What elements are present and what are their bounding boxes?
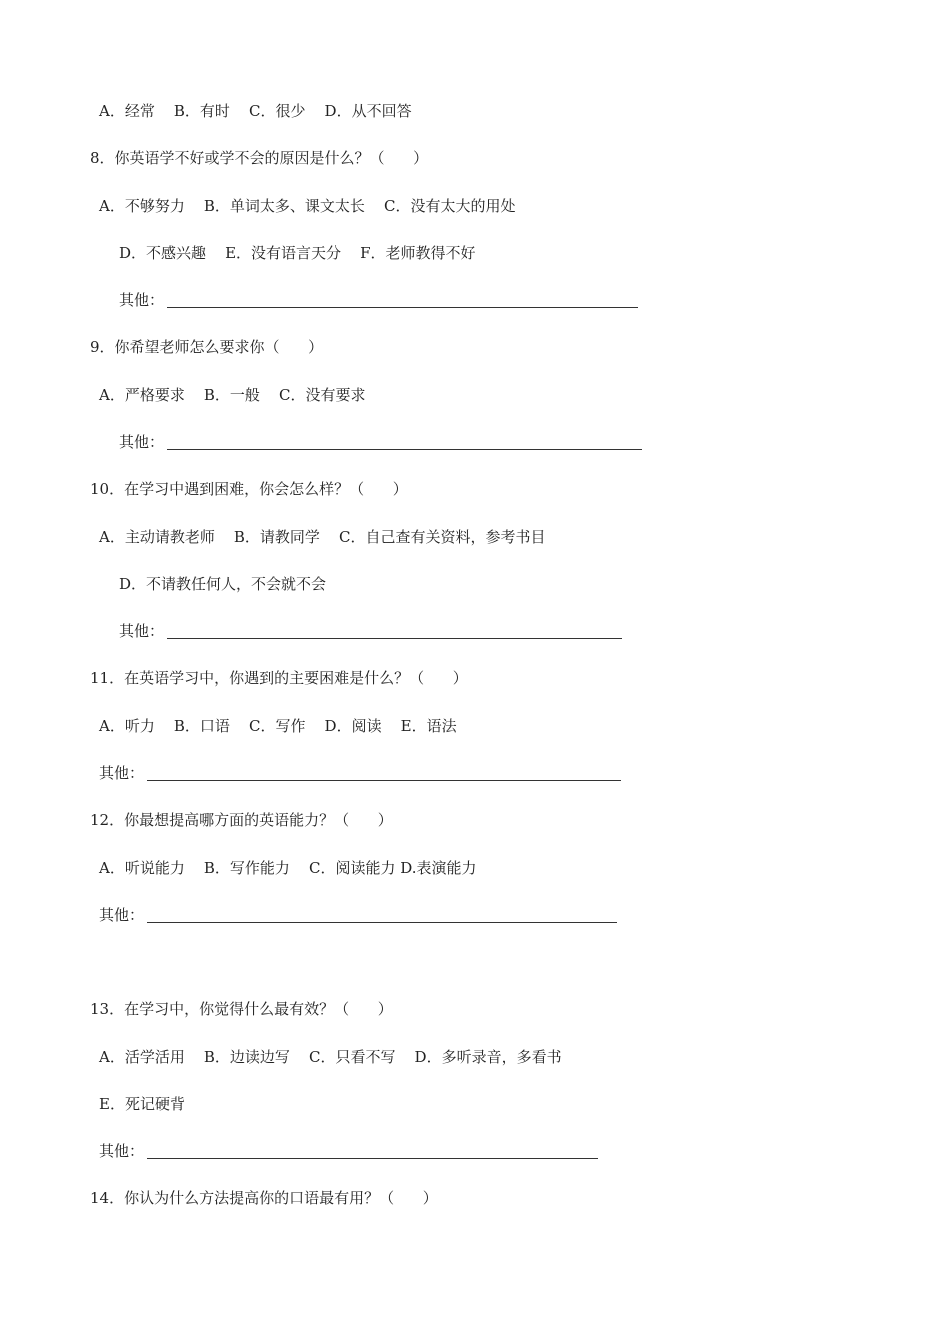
q12-other-label: 其他： [99,906,145,924]
q12-other-blank[interactable] [147,922,617,923]
q8-other-blank[interactable] [167,307,638,308]
q13-options-row1: A．活学活用 B．边读边写 C．只看不写 D．多听录音，多看书 [99,1048,562,1066]
q9-other-label: 其他： [119,433,165,451]
q10-other-label: 其他： [119,622,165,640]
q10-options-row2: D．不请教任何人，不会就不会 [119,575,327,593]
q8-options-row1: A．不够努力 B．单词太多、课文太长 C．没有太大的用处 [99,197,516,215]
q8-question: 8．你英语学不好或学不会的原因是什么？（ ） [90,149,429,167]
q9-options: A．严格要求 B．一般 C．没有要求 [99,386,366,404]
q13-question: 13．在学习中，你觉得什么最有效？（ ） [90,1000,393,1018]
q10-options-row1: A．主动请教老师 B．请教同学 C．自己查有关资料，参考书目 [99,528,546,546]
q8-options-row2: D．不感兴趣 E．没有语言天分 F．老师教得不好 [119,244,476,262]
q13-other-blank[interactable] [147,1158,598,1159]
q11-other-label: 其他： [99,764,145,782]
q9-question: 9．你希望老师怎么要求你（ ） [90,338,324,356]
q12-question: 12．你最想提高哪方面的英语能力？（ ） [90,811,393,829]
q11-question: 11．在英语学习中，你遇到的主要困难是什么？（ ） [90,669,468,687]
q8-other-label: 其他： [119,291,165,309]
q12-options: A．听说能力 B．写作能力 C．阅读能力 D.表演能力 [99,859,477,877]
q13-options-row2: E．死记硬背 [99,1095,185,1113]
q10-other-blank[interactable] [167,638,622,639]
q9-other-blank[interactable] [167,449,642,450]
q10-question: 10．在学习中遇到困难，你会怎么样？（ ） [90,480,408,498]
q14-question: 14．你认为什么方法提高你的口语最有用？（ ） [90,1189,438,1207]
q13-other-label: 其他： [99,1142,145,1160]
q11-other-blank[interactable] [147,780,621,781]
q11-options: A．听力 B．口语 C．写作 D．阅读 E．语法 [99,717,457,735]
q7-options: A．经常 B．有时 C．很少 D．从不回答 [99,102,412,120]
